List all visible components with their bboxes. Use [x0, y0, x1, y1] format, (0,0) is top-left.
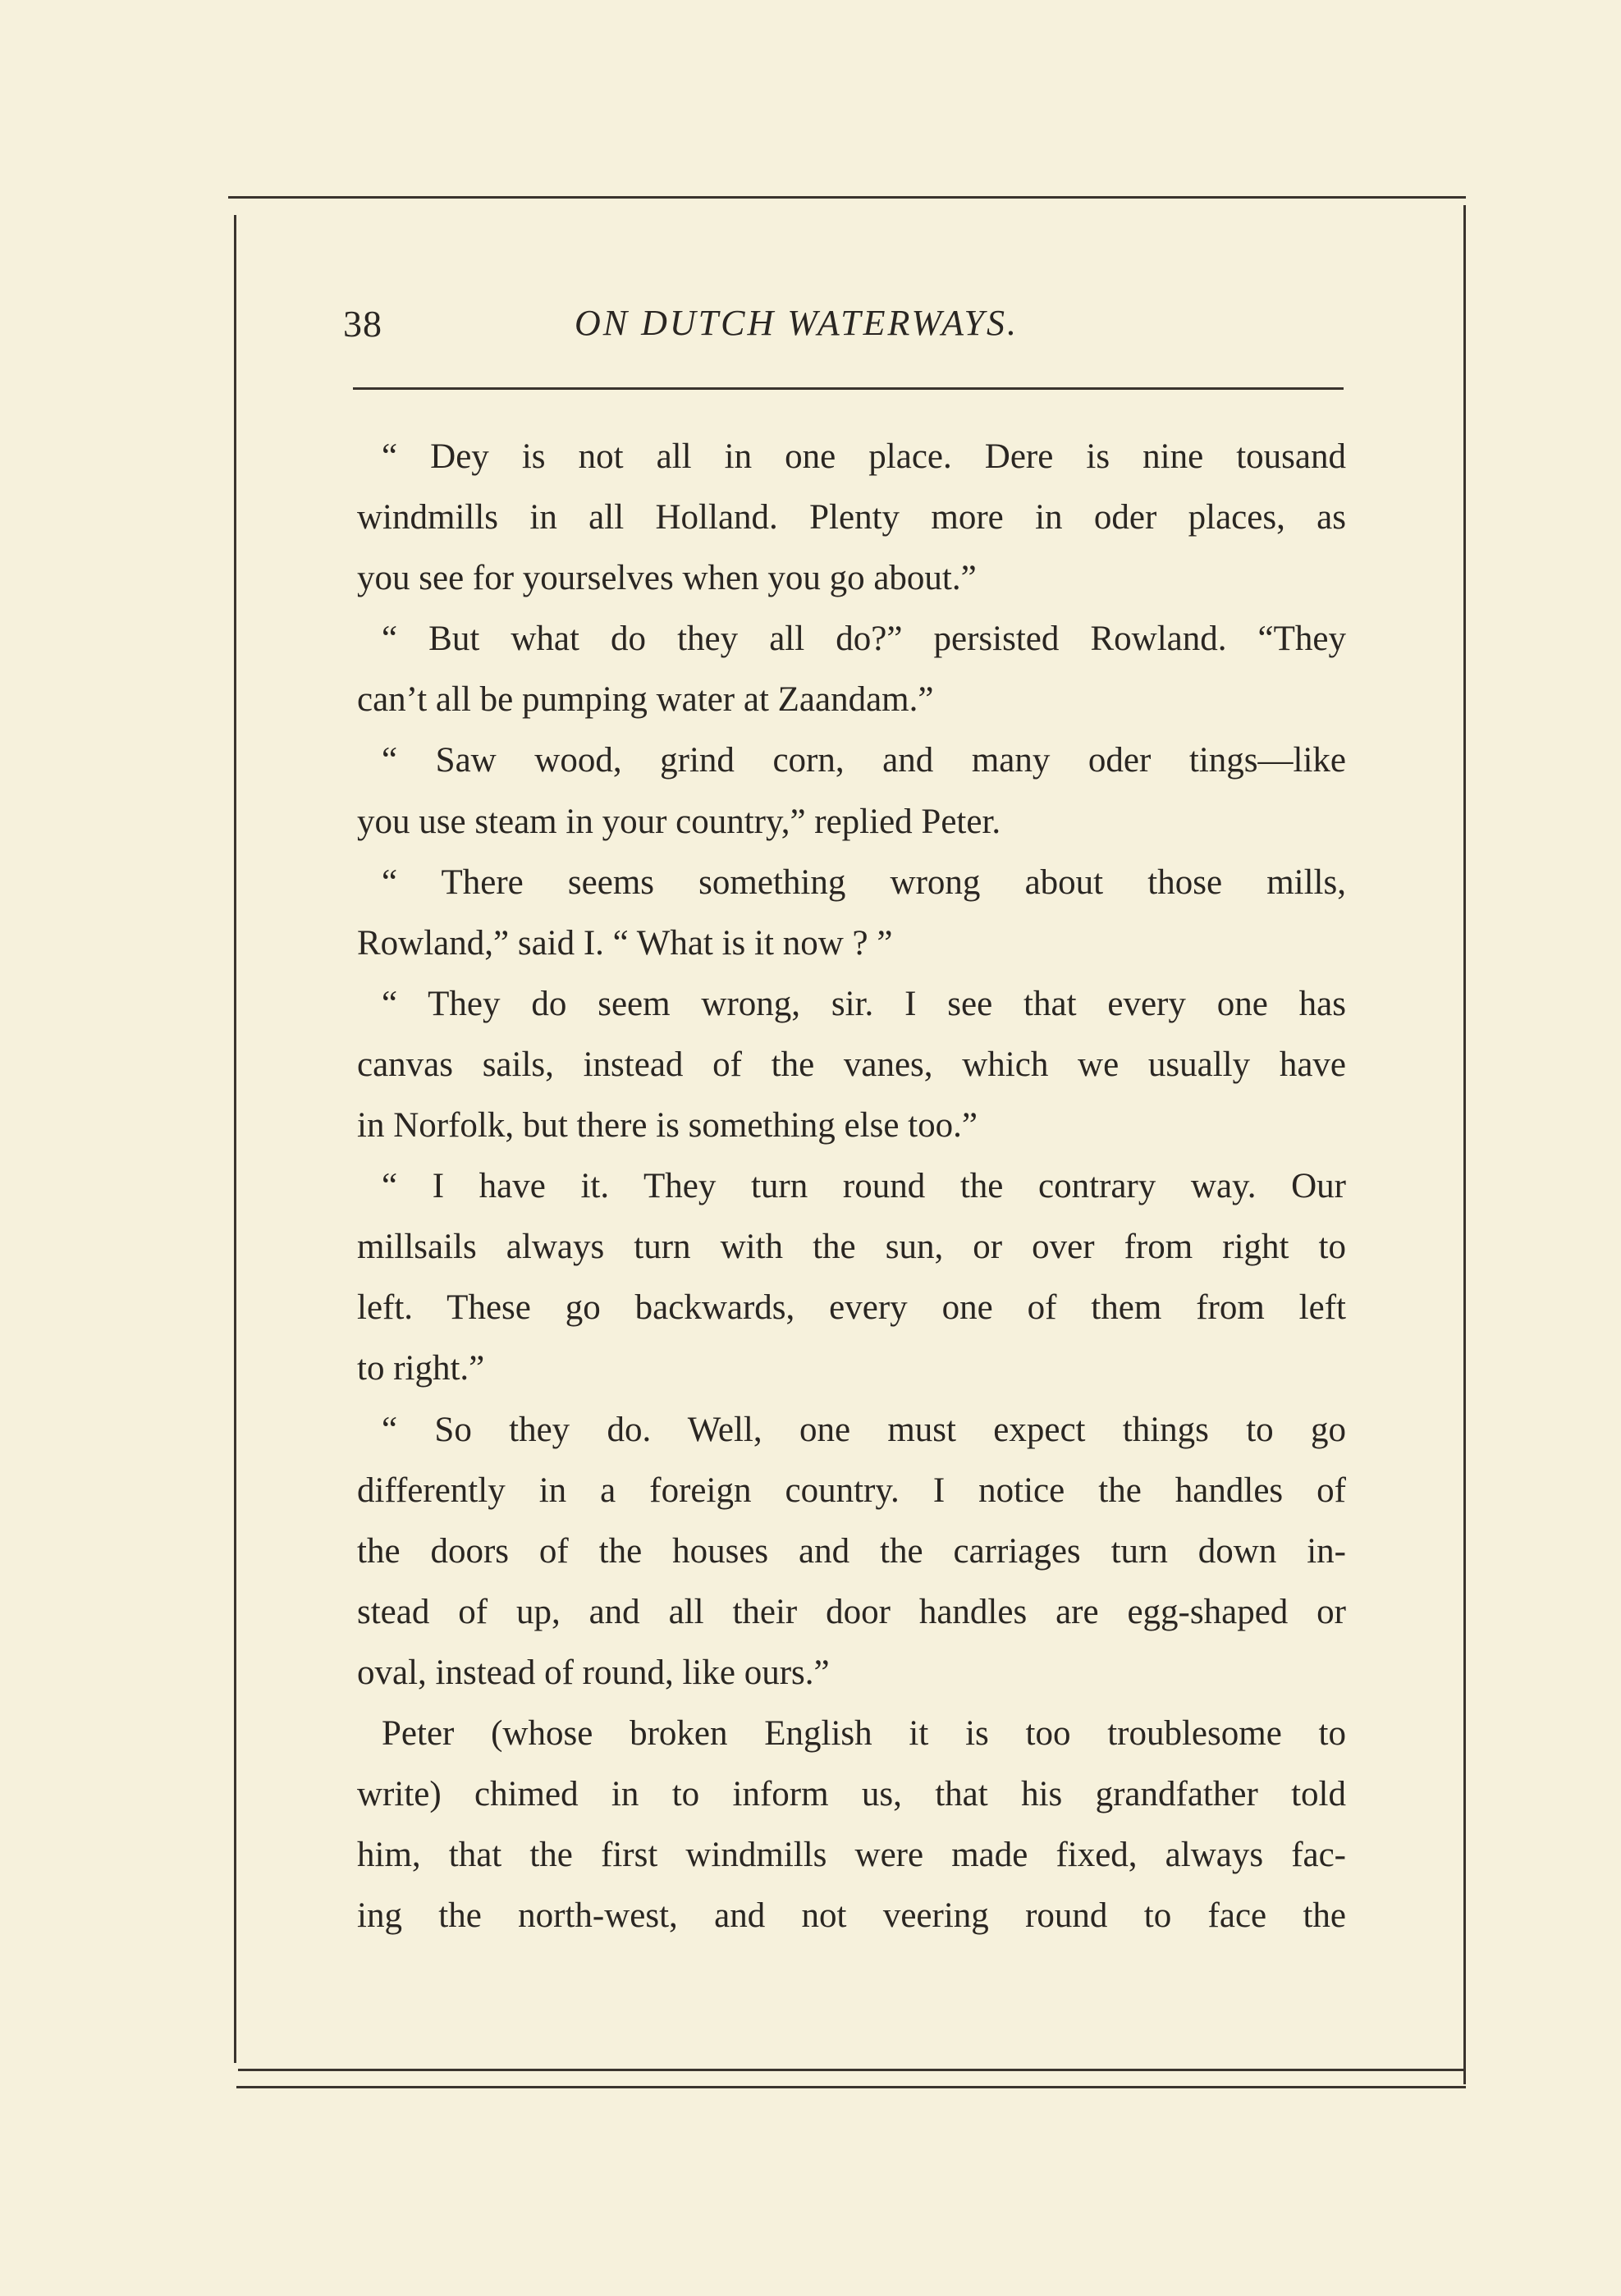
text-line: millsails always turn with the sun, or over from right to [357, 1228, 1346, 1267]
page-frame-right [1463, 205, 1466, 2084]
text-line: stead of up, and all their door handles are egg-shaped or [357, 1592, 1346, 1631]
page-frame-bottom [238, 2069, 1466, 2071]
page-frame-left [234, 215, 236, 2063]
running-head-title: ON DUTCH WATERWAYS. [575, 303, 1019, 343]
text-line: “ Dey is not all in one place. Dere is nine tousand [382, 437, 1346, 476]
text-line: “ So they do. Well, one must expect things to go [382, 1410, 1346, 1449]
text-line: left. These go backwards, every one of them from left [357, 1288, 1346, 1328]
page-number: 38 [343, 303, 382, 345]
text-line: you see for yourselves when you go about.” [357, 559, 977, 598]
text-line: “ They do seem wrong, sir. I see that every one has [382, 984, 1346, 1023]
text-line: to right.” [357, 1349, 485, 1388]
header-rule [353, 387, 1344, 390]
text-line: windmills in all Holland. Plenty more in oder places, as [357, 498, 1346, 537]
text-line: canvas sails, instead of the vanes, which we usually have [357, 1045, 1346, 1084]
text-line: “ Saw wood, grind corn, and many oder tings—like [382, 741, 1346, 780]
text-line: oval, instead of round, like ours.” [357, 1653, 830, 1692]
body-text [357, 427, 1346, 1946]
text-line: “ But what do they all do?” persisted Rowland. “They [382, 620, 1346, 659]
text-line: you use steam in your country,” replied Peter. [357, 802, 1001, 841]
text-line: Peter (whose broken English it is too troublesome to [382, 1713, 1346, 1753]
text-line: ing the north-west, and not veering round to face the [357, 1896, 1346, 1936]
text-line: Rowland,” said I. “ What is it now ? ” [357, 923, 893, 963]
text-line: can’t all be pumping water at Zaandam.” [357, 680, 934, 720]
text-line: “ There seems something wrong about those mills, [382, 862, 1346, 902]
text-line: the doors of the houses and the carriages turn down in- [357, 1531, 1346, 1571]
text-line: differently in a foreign country. I notice the handles of [357, 1470, 1346, 1510]
page-frame-top [228, 196, 1466, 199]
text-line: in Norfolk, but there is something else too.” [357, 1106, 978, 1146]
text-line: write) chimed in to inform us, that his grandfather told [357, 1775, 1346, 1814]
text-line: him, that the first windmills were made fixed, always fac- [357, 1836, 1346, 1875]
page-frame-bottom-outer [236, 2086, 1466, 2088]
text-line: “ I have it. They turn round the contrary way. Our [382, 1167, 1346, 1206]
